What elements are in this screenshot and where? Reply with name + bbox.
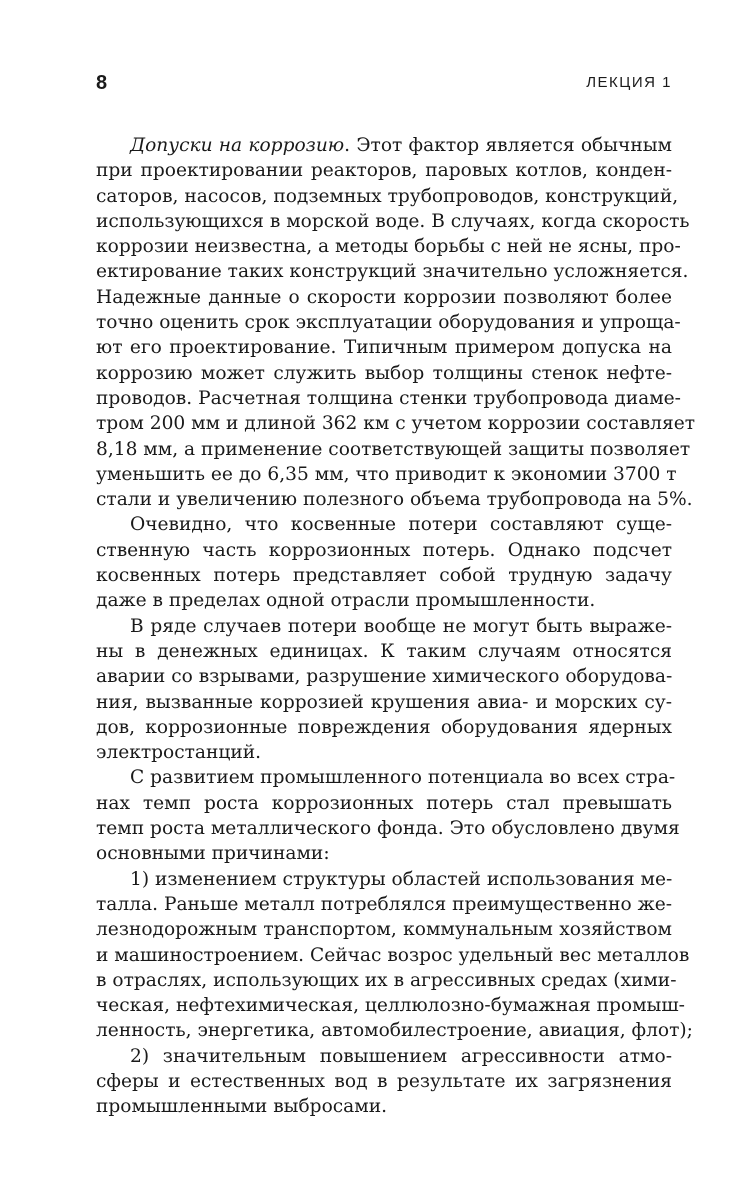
body-text bbox=[96, 133, 695, 1120]
text-line: использующихся в морской воде. В случаях, когда скорость bbox=[96, 210, 690, 232]
text-line: и машиностроением. Сейчас возрос удельный вес металлов bbox=[96, 944, 690, 966]
text-line: 8,18 мм, а применение соответствующей защиты позволяет bbox=[96, 438, 691, 460]
text-line: проводов. Расчетная толщина стенки трубопровода диаме- bbox=[96, 387, 681, 409]
paragraph bbox=[96, 867, 693, 1044]
text-line: электростанций. bbox=[96, 742, 262, 764]
text-line: саторов, насосов, подземных трубопроводов, конструкций, bbox=[96, 185, 679, 207]
text-line: уменьшить ее до 6,35 мм, что приводит к экономии 3700 т bbox=[96, 463, 677, 485]
text-line: промышленными выбросами. bbox=[96, 1096, 388, 1118]
paragraph bbox=[96, 512, 672, 613]
text-line: Надежные данные о скорости коррозии позволяют более bbox=[96, 286, 672, 308]
running-head: ЛЕКЦИЯ 1 bbox=[586, 74, 672, 91]
text-line: нах темп роста коррозионных потерь стал превышать bbox=[96, 792, 672, 814]
text-line: в отраслях, использующих их в агрессивных средах (хими- bbox=[96, 969, 677, 991]
page-number: 8 bbox=[96, 72, 108, 94]
text-line: косвенных потерь представляет собой трудную задачу bbox=[96, 565, 672, 587]
paragraph bbox=[96, 133, 695, 512]
text-line: аварии со взрывами, разрушение химического оборудова- bbox=[96, 666, 673, 688]
text-line: лезнодорожным транспортом, коммунальным хозяйством bbox=[96, 919, 672, 941]
text-line: сферы и естественных вод в результате их загрязнения bbox=[96, 1070, 672, 1092]
text-line: коррозии неизвестна, а методы борьбы с ней не ясны, про- bbox=[96, 236, 681, 258]
text-line: 2) значительным повышением агрессивности атмо- bbox=[130, 1045, 672, 1067]
text-line: Очевидно, что косвенные потери составляют суще- bbox=[130, 514, 672, 536]
text-line: ют его проектирование. Типичным примером допуска на bbox=[96, 337, 672, 359]
emphasized-term: Допуски на коррозию bbox=[130, 135, 345, 156]
text-line: основными причинами: bbox=[96, 843, 330, 865]
text-line: дов, коррозионные повреждения оборудования ядерных bbox=[96, 716, 672, 738]
text-line: точно оценить срок эксплуатации оборудования и упроща- bbox=[96, 312, 681, 334]
text-line: темп роста металлического фонда. Это обусловлено двумя bbox=[96, 818, 680, 840]
paragraph bbox=[96, 1044, 672, 1120]
text-line: ны в денежных единицах. К таким случаям относятся bbox=[96, 640, 672, 662]
text-line: ленность, энергетика, автомобилестроение, авиация, флот); bbox=[96, 1020, 693, 1042]
text-line: В ряде случаев потери вообще не могут быть выраже- bbox=[130, 615, 672, 637]
text-line: ектирование таких конструкций значительно усложняется. bbox=[96, 261, 689, 283]
text-line: ния, вызванные коррозией крушения авиа- и морских су- bbox=[96, 691, 672, 713]
paragraph bbox=[96, 765, 680, 866]
text-line: С развитием промышленного потенциала во всех стра- bbox=[130, 767, 676, 789]
text-line: при проектировании реакторов, паровых котлов, конден- bbox=[96, 160, 672, 182]
text-line: ственную часть коррозионных потерь. Однако подсчет bbox=[96, 539, 672, 561]
text-line: 1) изменением структуры областей использования ме- bbox=[130, 868, 673, 890]
text-line: Допуски на коррозию. Этот фактор является обычным bbox=[130, 135, 672, 156]
text-line: стали и увеличению полезного объема трубопровода на 5%. bbox=[96, 489, 693, 511]
text-line: ческая, нефтехимическая, целлюлозно-бумажная промыш- bbox=[96, 995, 685, 1017]
paragraph bbox=[96, 614, 672, 766]
text-line: даже в пределах одной отрасли промышленности. bbox=[96, 590, 596, 612]
text-line: тром 200 мм и длиной 362 км с учетом коррозии составляет bbox=[96, 413, 695, 435]
text-line: талла. Раньше металл потреблялся преимущественно же- bbox=[96, 893, 672, 915]
page-header bbox=[96, 72, 672, 100]
text-line: коррозию может служить выбор толщины стенок нефте- bbox=[96, 362, 672, 384]
